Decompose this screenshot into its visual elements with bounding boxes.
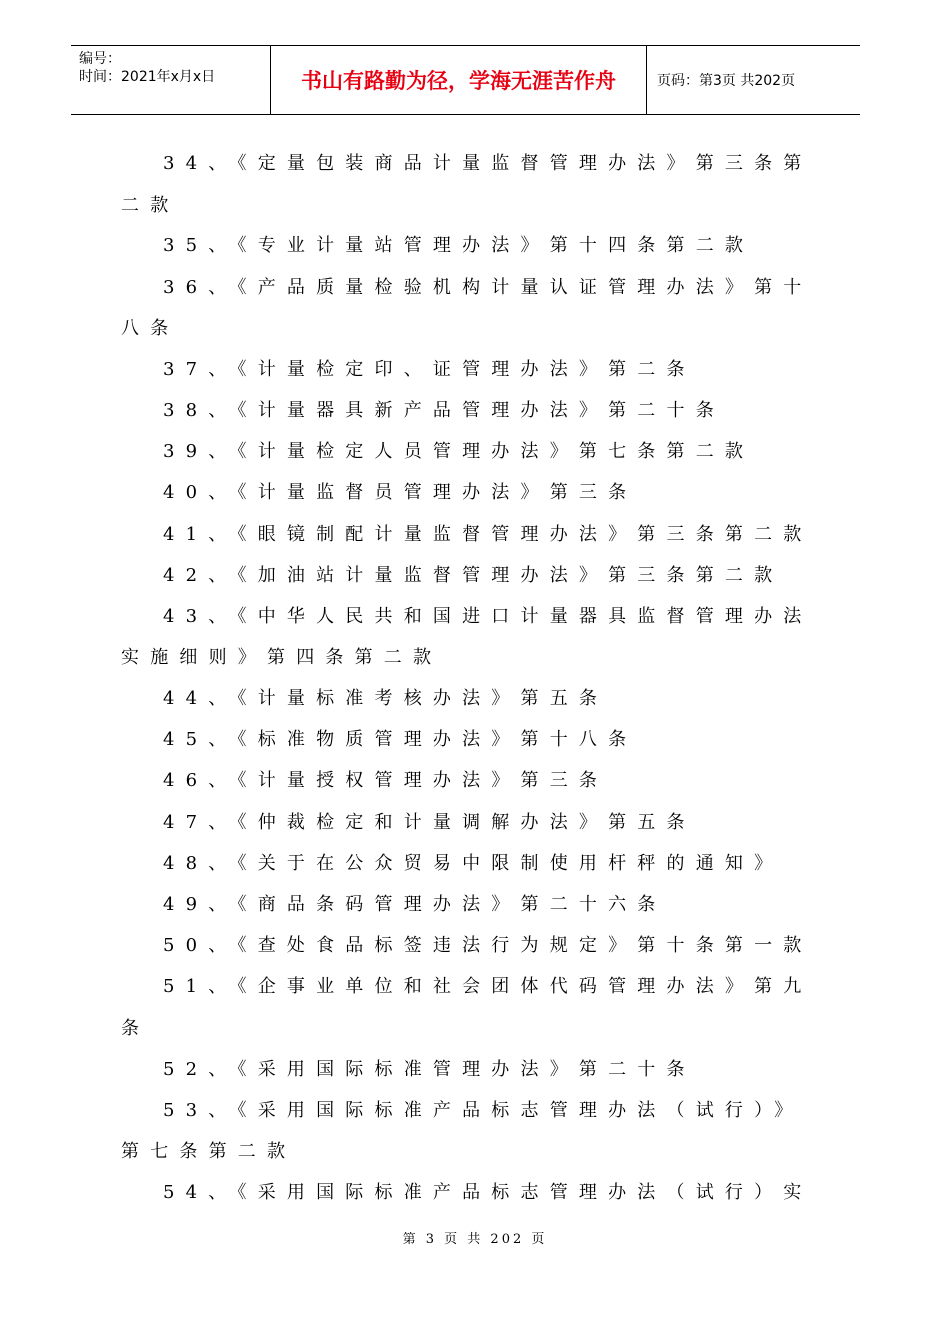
list-item-44: 44、《计量标准考核办法》第五条 bbox=[163, 688, 609, 709]
list-item-48: 48、《关于在公众贸易中限制使用杆秤的通知》 bbox=[163, 853, 784, 874]
number-label: 编号： bbox=[79, 51, 121, 67]
header-page-info: 页码：第3页 共202页 bbox=[657, 73, 796, 89]
list-item-39: 39、《计量检定人员管理办法》第七条第二款 bbox=[163, 441, 755, 462]
list-item-47: 47、《仲裁检定和计量调解办法》第五条 bbox=[163, 812, 696, 833]
list-item-46: 46、《计量授权管理办法》第三条 bbox=[163, 770, 609, 791]
list-item-51: 51、《企事业单位和社会团体代码管理办法》第九 bbox=[163, 976, 813, 997]
list-item-50: 50、《查处食品标签违法行为规定》第十条第一款 bbox=[163, 935, 813, 956]
list-item-38: 38、《计量器具新产品管理办法》第二十条 bbox=[163, 400, 725, 421]
list-item-34: 34、《定量包装商品计量监督管理办法》第三条第 bbox=[163, 153, 813, 174]
list-item-43: 43、《中华人民共和国进口计量器具监督管理办法 bbox=[163, 606, 813, 627]
list-item-53-cont: 第七条第二款 bbox=[121, 1141, 297, 1162]
list-item-54: 54、《采用国际标准产品标志管理办法（试行）实 bbox=[163, 1182, 813, 1203]
list-item-43-cont: 实施细则》第四条第二款 bbox=[121, 647, 443, 668]
list-item-45: 45、《标准物质管理办法》第十八条 bbox=[163, 729, 638, 750]
header-slogan: 书山有路勤为径，学海无涯苦作舟 bbox=[271, 46, 647, 114]
list-item-41: 41、《眼镜制配计量监督管理办法》第三条第二款 bbox=[163, 524, 813, 545]
list-item-36: 36、《产品质量检验机构计量认证管理办法》第十 bbox=[163, 277, 813, 298]
list-item-34-cont: 二款 bbox=[121, 195, 180, 216]
time-label: 时间：2021年x月x日 bbox=[79, 69, 216, 85]
list-item-49: 49、《商品条码管理办法》第二十六条 bbox=[163, 894, 667, 915]
list-item-52: 52、《采用国际标准管理办法》第二十条 bbox=[163, 1059, 696, 1080]
list-item-37: 37、《计量检定印、证管理办法》第二条 bbox=[163, 359, 696, 380]
header-meta bbox=[71, 46, 271, 114]
list-item-40: 40、《计量监督员管理办法》第三条 bbox=[163, 482, 638, 503]
page-footer: 第 3 页 共 202 页 bbox=[402, 1232, 548, 1247]
list-item-42: 42、《加油站计量监督管理办法》第三条第二款 bbox=[163, 565, 784, 586]
page-header bbox=[71, 45, 860, 115]
list-item-53: 53、《采用国际标准产品标志管理办法（试行）》 bbox=[163, 1100, 804, 1121]
list-item-36-cont: 八条 bbox=[121, 318, 180, 339]
list-item-51-cont: 条 bbox=[121, 1018, 151, 1039]
list-item-35: 35、《专业计量站管理办法》第十四条第二款 bbox=[163, 235, 755, 256]
